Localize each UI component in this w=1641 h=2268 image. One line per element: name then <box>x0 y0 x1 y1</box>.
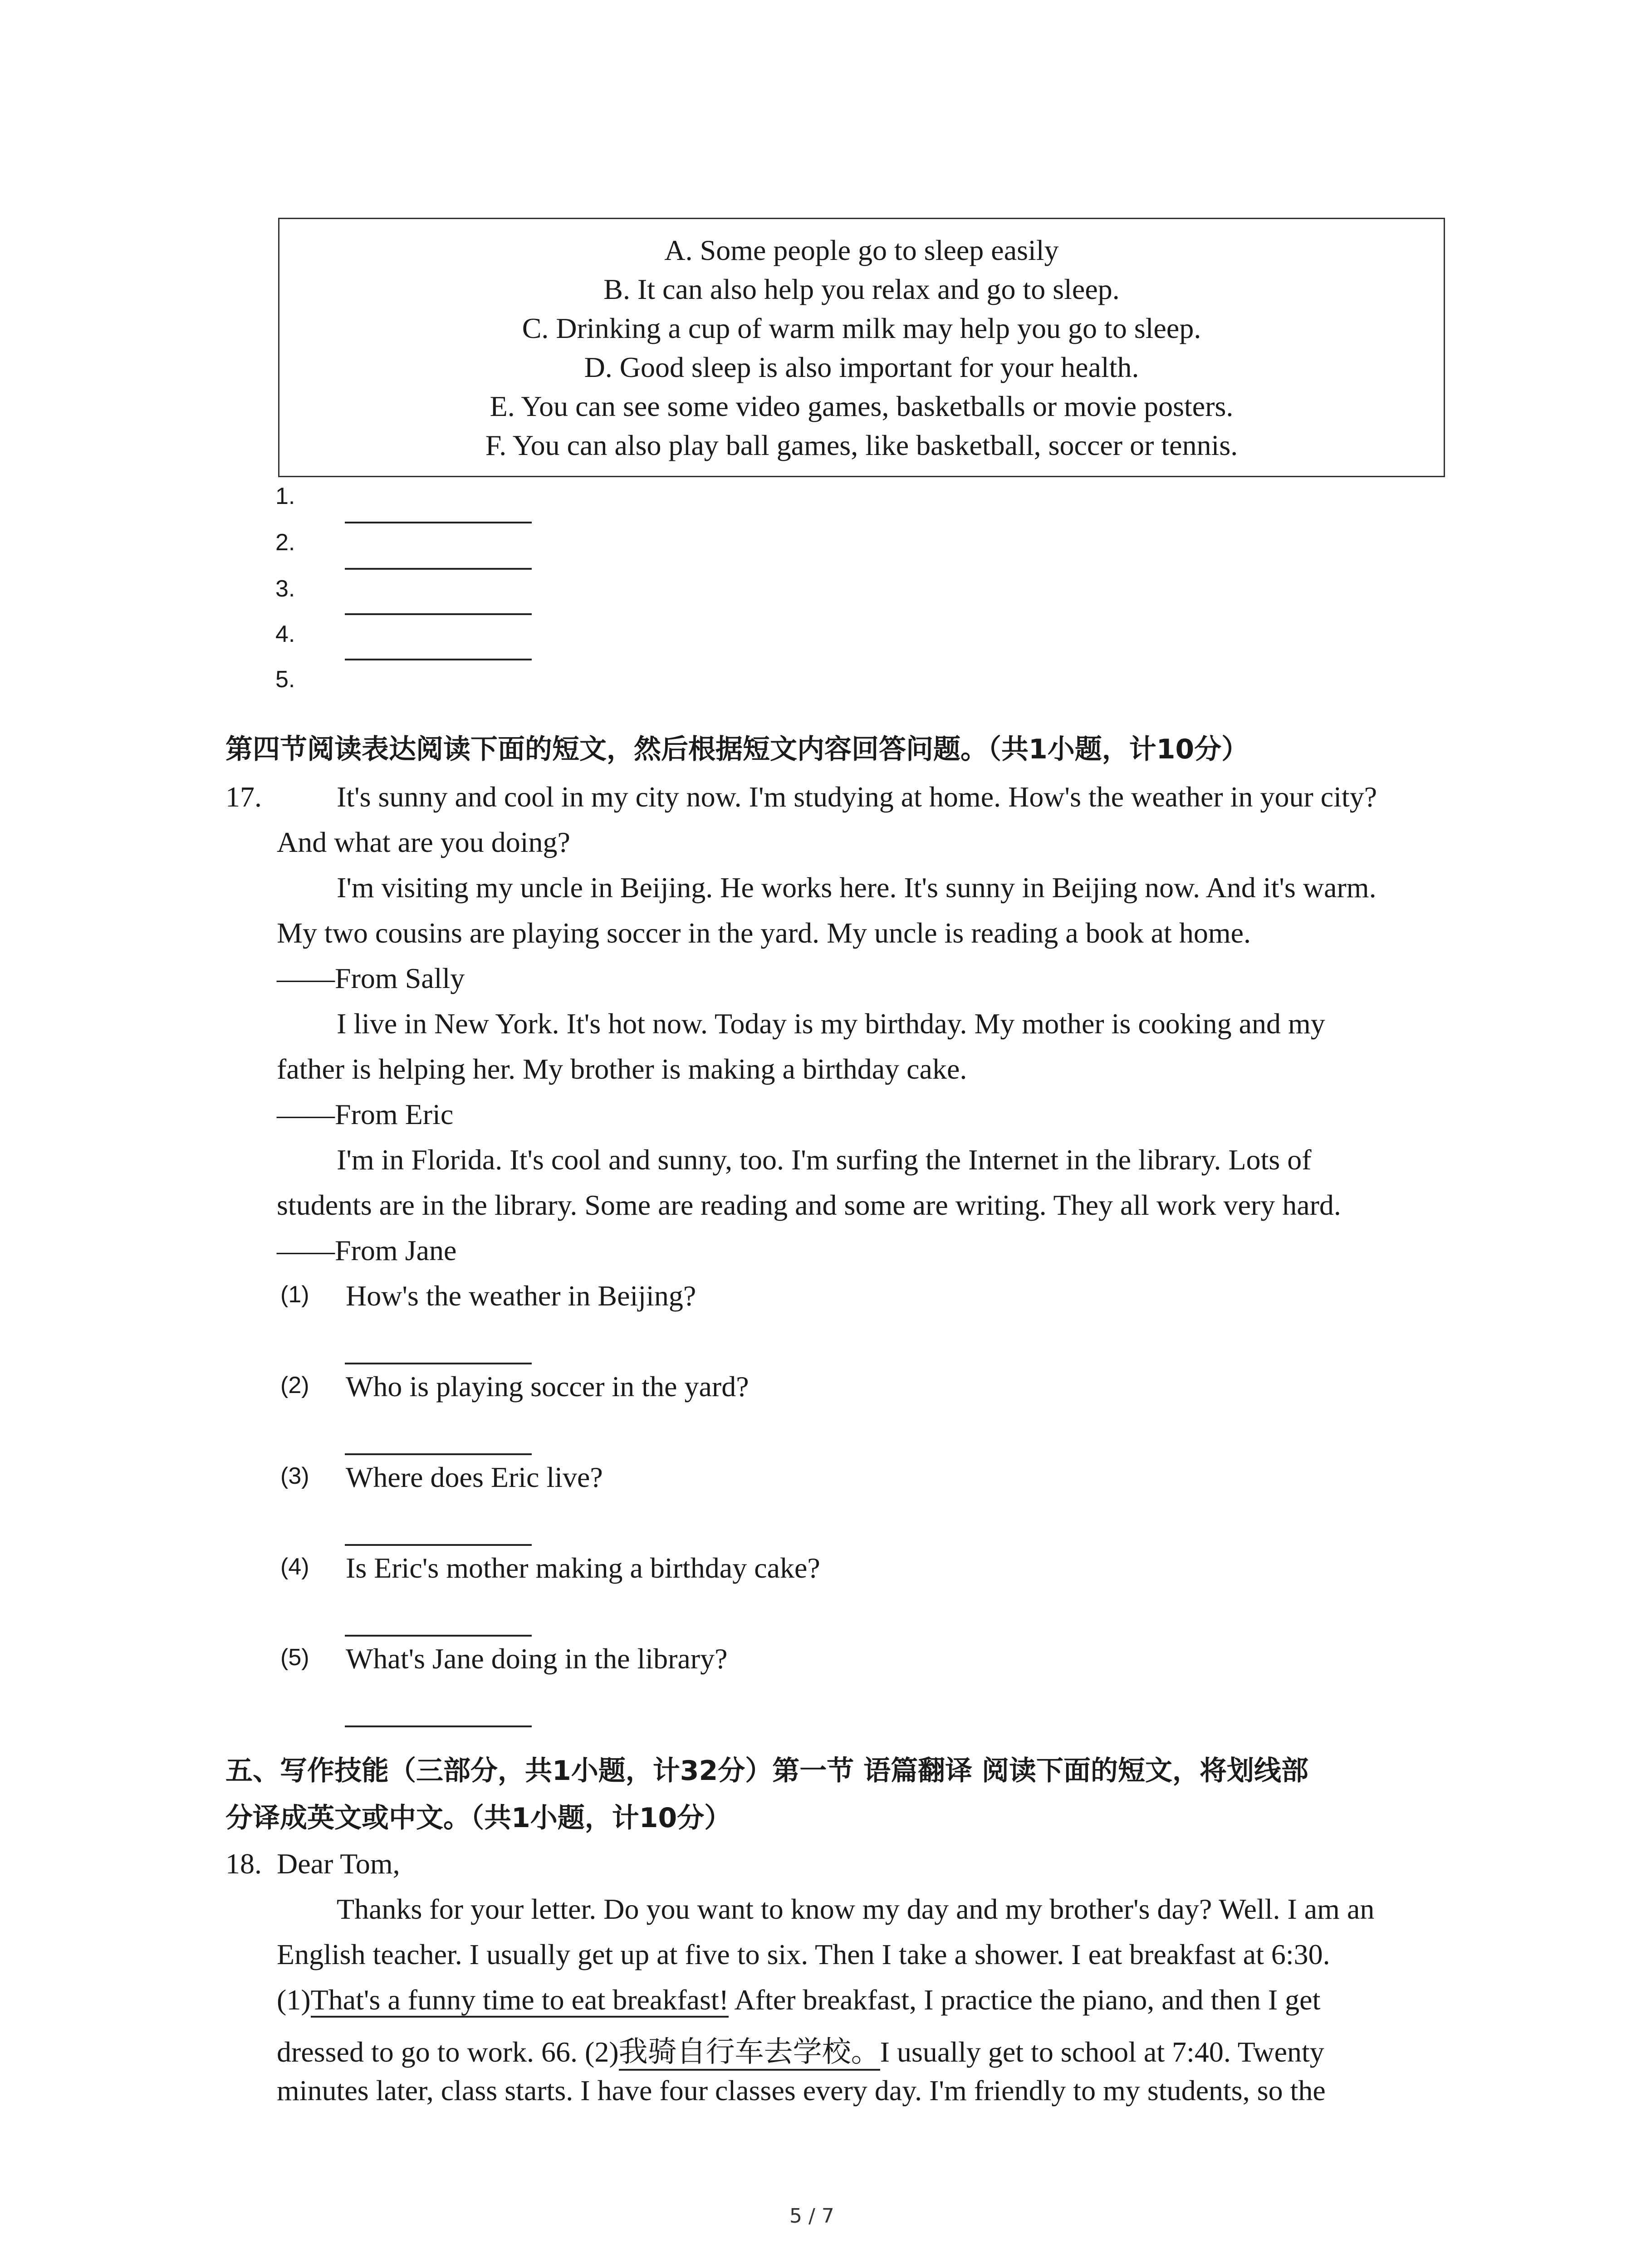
letter-greeting: Dear Tom, <box>277 1848 400 1880</box>
passage-line: It's sunny and cool in my city now. I'm studying at home. How's the weather in your city? <box>337 781 1377 813</box>
question-2-text: Who is playing soccer in the yard? <box>346 1370 749 1403</box>
option-a: A. Some people go to sleep easily <box>664 234 1059 266</box>
blank-number-5: 5. <box>275 666 295 693</box>
passage-line: students are in the library. Some are reading and some are writing. They all work very hard. <box>277 1189 1341 1221</box>
section5-heading-line1: 五、写作技能（三部分，共1小题，计32分）第一节 语篇翻译 阅读下面的短文，将划线部 <box>225 1755 1309 1787</box>
letter-line-start: dressed to go to work. 66. (2) <box>277 2036 619 2068</box>
question-3-answer-blank[interactable] <box>345 1544 532 1546</box>
question-1-number: (1) <box>280 1281 309 1308</box>
question-1-text: How's the weather in Beijing? <box>346 1280 696 1312</box>
question-1-answer-blank[interactable] <box>345 1363 532 1364</box>
section5-heading-line2: 分译成英文或中文。（共1小题，计10分） <box>225 1802 732 1834</box>
passage-line: I'm visiting my uncle in Beijing. He works here. It's sunny in Beijing now. And it's warm. <box>337 871 1376 904</box>
passage-line: I live in New York. It's hot now. Today is my birthday. My mother is cooking and my <box>337 1007 1325 1040</box>
underlined-sentence-1: That's a funny time to eat breakfast! <box>311 1984 729 2018</box>
question-3-text: Where does Eric live? <box>346 1461 603 1493</box>
letter-line-with-underline <box>277 1983 1320 2017</box>
blank-number-3: 3. <box>275 576 295 602</box>
blank-number-4: 4. <box>275 621 295 647</box>
letter-line-with-underline <box>277 2028 1324 2070</box>
letter-line-rest: After breakfast, I practice the piano, and then I get <box>729 1984 1321 2016</box>
letter-line: minutes later, class starts. I have four classes every day. I'm friendly to my students, so the <box>277 2074 1326 2107</box>
question-4-text: Is Eric's mother making a birthday cake? <box>346 1552 820 1584</box>
option-c: C. Drinking a cup of warm milk may help you go to sleep. <box>522 312 1201 344</box>
passage-line: And what are you doing? <box>277 826 570 858</box>
letter-line-rest: I usually get to school at 7:40. Twenty <box>880 2036 1324 2068</box>
option-d: D. Good sleep is also important for your health. <box>584 351 1139 383</box>
letter-line: Thanks for your letter. Do you want to know my day and my brother's day? Well. I am an <box>337 1893 1375 1925</box>
signature-eric: ——From Eric <box>277 1098 454 1130</box>
question-18-number: 18. <box>225 1848 262 1880</box>
answer-blank-3[interactable] <box>345 613 532 615</box>
question-2-answer-blank[interactable] <box>345 1453 532 1455</box>
section4-heading: 第四节阅读表达阅读下面的短文，然后根据短文内容回答问题。（共1小题，计10分） <box>225 733 1249 765</box>
question-3-number: (3) <box>280 1463 309 1489</box>
question-4-answer-blank[interactable] <box>345 1635 532 1637</box>
answer-blank-4[interactable] <box>345 659 532 660</box>
question-17-number: 17. <box>225 781 262 813</box>
letter-line: English teacher. I usually get up at five to six. Then I take a shower. I eat breakfast at 6:30. <box>277 1938 1330 1970</box>
question-4-number: (4) <box>280 1554 309 1580</box>
blank-number-2: 2. <box>275 529 295 556</box>
option-e: E. You can see some video games, basketballs or movie posters. <box>490 390 1234 422</box>
option-f: F. You can also play ball games, like basketball, soccer or tennis. <box>485 429 1238 461</box>
underlined-sentence-2: 我骑自行车去学校。 <box>619 2035 880 2071</box>
passage-line: I'm in Florida. It's cool and sunny, too. I'm surfing the Internet in the library. Lots of <box>337 1144 1312 1176</box>
signature-jane: ——From Jane <box>277 1234 457 1266</box>
answer-blank-1[interactable] <box>345 522 532 523</box>
translation-marker-1: (1) <box>277 1984 311 2016</box>
options-box <box>278 218 1445 477</box>
question-5-text: What's Jane doing in the library? <box>346 1642 728 1675</box>
signature-sally: ——From Sally <box>277 962 465 994</box>
passage-line: father is helping her. My brother is making a birthday cake. <box>277 1053 967 1085</box>
page-number: 5 / 7 <box>789 2204 834 2228</box>
blank-number-1: 1. <box>275 483 295 509</box>
question-5-answer-blank[interactable] <box>345 1725 532 1727</box>
question-5-number: (5) <box>280 1644 309 1671</box>
passage-line: My two cousins are playing soccer in the yard. My uncle is reading a book at home. <box>277 917 1251 949</box>
option-b: B. It can also help you relax and go to sleep. <box>603 273 1120 305</box>
question-2-number: (2) <box>280 1372 309 1398</box>
answer-blank-2[interactable] <box>345 568 532 570</box>
